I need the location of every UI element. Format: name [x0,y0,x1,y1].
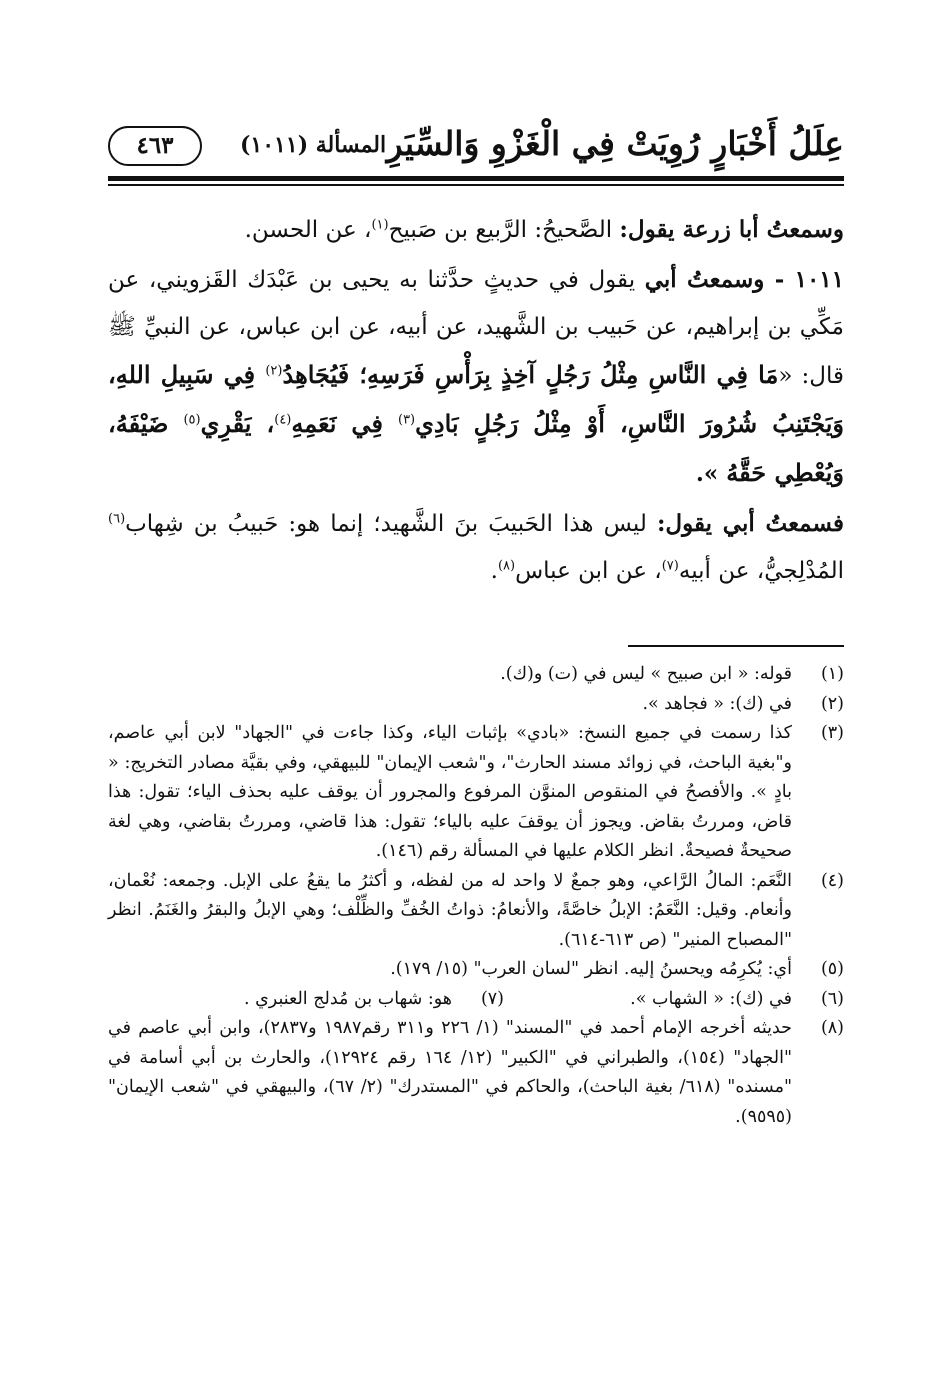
paragraph-text: يقول في حديثٍ حدَّثنا به يحيى بن عَبْدَك القَزويني، عن مَكِّي بن إبراهيم، عن حَبيب بن الشَّهيد، عن أبيه، عن ابن عباس، عن النبيِّ ﷺ قال: « [108,267,844,389]
footnote-ref: (٥) [183,412,201,428]
paragraph-text: الصَّحيحُ: الرَّبيع بن صَبيح [388,217,620,243]
footnote-pair [108,985,844,1015]
paragraph-text: ليس هذا الحَبيبَ بنَ الشَّهيد؛ إنما هو: حَبيبُ بن شِهاب [125,511,657,537]
footnote-text: هو: شهاب بن مُدلج العنبري . [243,988,452,1009]
footnote-number: (٨) [820,1018,844,1038]
paragraph-text: ، عن ابن عباس [515,558,662,584]
footnote-number: (٤) [820,870,844,891]
footnote [108,1014,844,1132]
paragraph-text: . [490,558,498,584]
footnote-number: (١) [820,664,844,684]
footnote-text: حديثه أخرجه الإمام أحمد في "المسند" (١/ ٢٢٦ و٣١١ رقم١٩٨٧ و٢٨٣٧)، وابن أبي عاصم في "الجهاد" (١٥٤)، والطبراني في "الكبير" (١٢/ ١٦٤ رقم ١٢٩٢٤)، والحارث بن أبي أسامة في "مسنده" (٦١٨/ بغية الباحث)، والحاكم في "المستدرك" (٢/ ٦٧)، والبيهقي في "شعب الإيمان" (٩٥٩٥). [108,1018,793,1127]
footnote-text: قوله: « ابن صبيح » ليس في (ت) و(ك). [500,664,792,684]
footnote-text: في (ك): « فجاهد ». [642,693,792,714]
footnote-number: (٦) [820,988,844,1009]
footnote-text: النَّعَم: المالُ الرَّاعي، وهو جمعٌ لا واحد له من لفظه، و أكثرُ ما يقعُ على الإبل. وجمعه: نُعْمان، وأنعام. وقيل: النَّعَمُ: الإبلُ خاصَّةً، والأنعامُ: ذواتُ الخُفِّ والظِّلْف؛ وهي الإبلُ والبقرُ والغَنَمُ. انظر "المصباح المنير" (ص ٦١٣-٦١٤). [108,870,792,950]
footnote-ref: (٧) [661,558,679,574]
hadith-close: ». [695,460,727,487]
hadith-text: فِي سَبِيلِ اللهِ، وَيَجْتَنِبُ شُرُورَ النَّاسِ، أَوْ مِثْلُ رَجُلٍ بَادِي [108,360,845,438]
footnote-text: أي: يُكرِمُه ويحسنُ إليه. انظر "لسان العرب" (١٥/ ١٧٩). [390,959,792,979]
footnote [164,985,504,1015]
footnote [108,660,844,690]
paragraph-text: المُدْلِجيُّ، عن أبيه [678,558,844,584]
footnote-ref: (١) [371,217,389,233]
footnote-text: كذا رسمت في جميع النسخ: «بادي» بإثبات الياء، وكذا جاءت في "الجهاد" لابن أبي عاصم، و"بغية الباحث، في زوائد مسند الحارث"، و"شعب الإيمان" للبيهقي، وفي بقيَّة مصادر التخريج: « بادٍ ». والأفصحُ في المنقوص المنوَّن المرفوع والمجرور أن يوقف عليه بحذف الياء؛ تقول: هذا قاض، ومررتُ بقاض. ويجوز أن يوقفَ عليه بالياء؛ تقول: هذا قاضي، ومررتُ بقاضي، وهي لغة صحيحةٌ فصيحةٌ. انظر الكلام عليها في المسألة رقم (١٤٦). [108,723,792,861]
footnote [108,867,844,956]
hadith-text: ، يَقْرِي [200,409,275,438]
footnote [108,955,844,985]
speaker-lead: وسمعتُ أبا زرعة يقول: [619,216,844,243]
speaker-lead: وسمعتُ أبي [644,266,765,293]
hadith-text: مَا فِي النَّاسِ مِثْلُ رَجُلٍ آخِذٍ بِرَأْسِ فَرَسِهِ؛ فَيُجَاهِدُ [282,360,779,389]
footnotes [108,660,844,1132]
footnote-separator [628,645,844,647]
hadith-text: ضَيْفَهُ، وَيُعْطِي حَقَّهُ [108,409,844,487]
issue-number: ١٠١١ - [764,266,845,293]
footnote-ref: (٤) [274,412,292,428]
paragraph-abu-hatim [108,500,844,595]
header-rule-thick [108,176,844,181]
footnote-number: (٥) [820,959,844,979]
footnote [108,719,844,867]
footnote [504,985,844,1015]
footnote-ref: (٣) [397,412,416,428]
footnote-ref: (٢) [265,363,283,379]
book-title: عِلَلُ أَخْبَارٍ رُوِيَتْ فِي الْغَزْوِ وَالسِّيَرِ [386,124,844,163]
footnote-number: (٧) [480,988,504,1009]
page-number: ٤٦٣ [108,126,202,166]
speaker-lead: فسمعتُ أبي يقول: [656,510,844,537]
paragraph-issue-1011 [108,256,844,498]
paragraph-abu-zura [108,206,844,254]
main-text [108,206,844,595]
paragraph-text: ، عن الحسن. [244,217,372,243]
running-header [108,118,844,176]
footnote-number: (٢) [820,693,844,714]
issue-label: المسألة (١٠١١) [240,132,387,158]
footnote-ref: (٦) [108,511,126,527]
footnote-number: (٣) [820,723,844,743]
hadith-text: فِي نَعَمِهِ [291,409,398,438]
footnote-ref: (٨) [497,558,516,574]
footnote-text: في (ك): « الشهاب ». [630,988,792,1009]
header-rule-thin [108,184,844,186]
footnote [108,690,844,720]
